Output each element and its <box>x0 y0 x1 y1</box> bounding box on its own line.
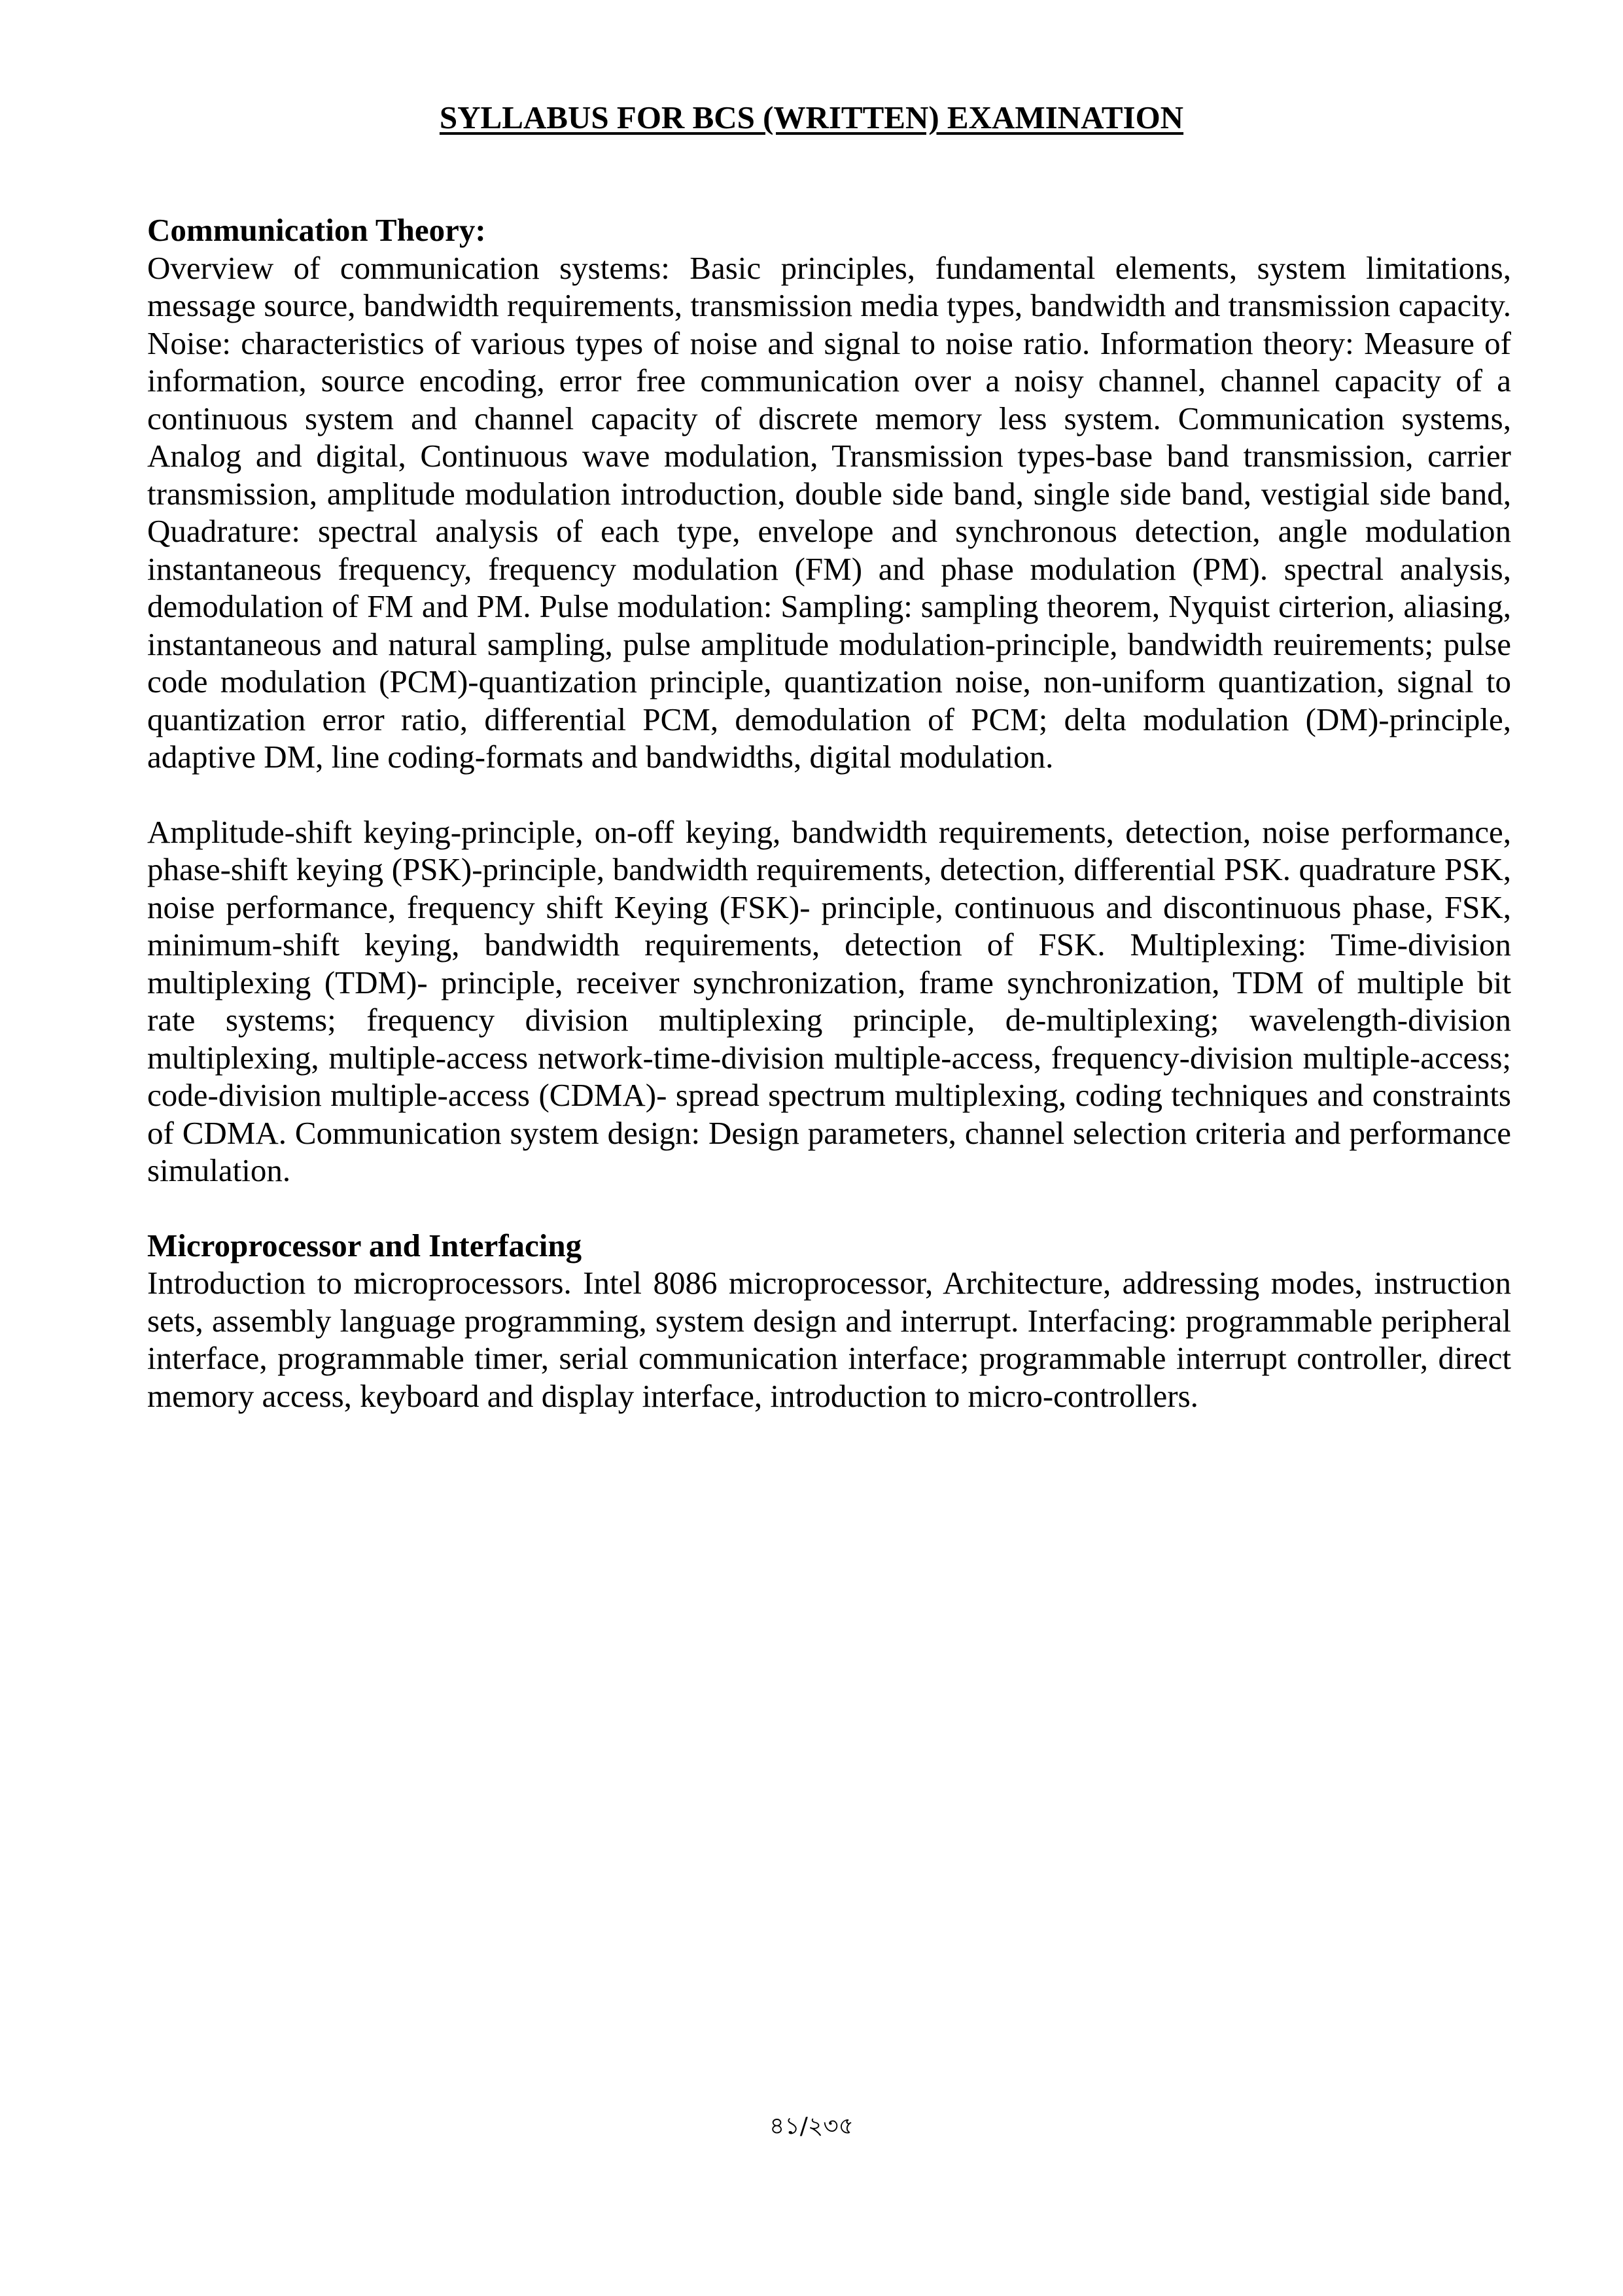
section-communication-theory <box>147 211 1511 1190</box>
section-heading-communication-theory: Communication Theory: <box>147 212 486 248</box>
paragraph-spacer <box>147 776 1511 813</box>
section-heading-microprocessor: Microprocessor and Interfacing <box>147 1227 582 1263</box>
document-title: SYLLABUS FOR BCS (WRITTEN) EXAMINATION <box>439 99 1184 135</box>
document-body <box>147 211 1511 1415</box>
paragraph-communication-overview: Overview of communication systems: Basic principles, fundamental elements, system limitations, message source, bandwidth requirements, transmission media types, bandwidth and transmission capacity. Noise: characteristics of various types of noise and signal to noise ratio. Information theory: Measure of information, source encoding, error free communication over a noisy channel, channel capacity of a continuous system and channel capacity of discrete memory less system. Communication systems, Analog and digital, Continuous wave modulation, Transmission types-base band transmission, carrier transmission, amplitude modulation introduction, double side band, single side band, vestigial side band, Quadrature: spectral analysis of each type, envelope and synchronous detection, angle modulation instantaneous frequency, frequency modulation (FM) and phase modulation (PM). spectral analysis, demodulation of FM and PM. Pulse modulation: Sampling: sampling theorem, Nyquist cirterion, aliasing, instantaneous and natural sampling, pulse amplitude modulation-principle, bandwidth reuirements; pulse code modulation (PCM)-quantization principle, quantization noise, non-uniform quantization, signal to quantization error ratio, differential PCM, demodulation of PCM; delta modulation (DM)-principle, adaptive DM, line coding-formats and bandwidths, digital modulation. <box>147 249 1511 775</box>
section-microprocessor-interfacing <box>147 1227 1511 1415</box>
section-spacer <box>147 1190 1511 1227</box>
page-number: ৪১/২৩৫ <box>769 2113 854 2140</box>
paragraph-microprocessor: Introduction to microprocessors. Intel 8086 microprocessor, Architecture, addressing modes, instruction sets, assembly language programming, system design and interrupt. Interfacing: programmable peripheral interface, programmable timer, serial communication interface; programmable interrupt controller, direct memory access, keyboard and display interface, introduction to micro-controllers. <box>147 1265 1511 1414</box>
paragraph-keying-multiplexing: Amplitude-shift keying-principle, on-off keying, bandwidth requirements, detection, noise performance, phase-shift keying (PSK)-principle, bandwidth requirements, detection, differential PSK. quadrature PSK, noise performance, frequency shift Keying (FSK)- principle, continuous and discontinuous phase, FSK, minimum-shift keying, bandwidth requirements, detection of FSK. Multiplexing: Time-division multiplexing (TDM)- principle, receiver synchronization, frame synchronization, TDM of multiple bit rate systems; frequency division multiplexing principle, de-multiplexing; wavelength-division multiplexing, multiple-access network-time-division multiple-access, frequency-division multiple-access; code-division multiple-access (CDMA)- spread spectrum multiplexing, coding techniques and constraints of CDMA. Communication system design: Design parameters, channel selection criteria and performance simulation. <box>147 813 1511 1188</box>
